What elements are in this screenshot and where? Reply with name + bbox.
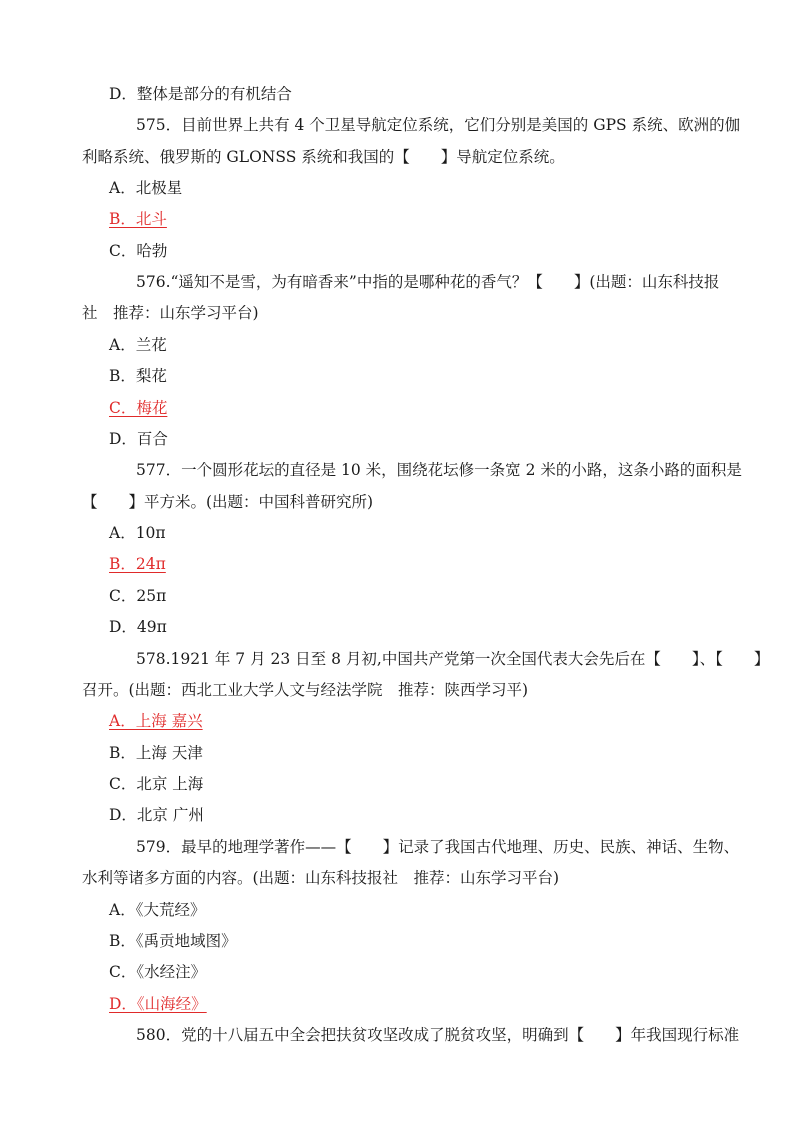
question-578: 578.1921 年 7 月 23 日至 8 月初,中国共产党第一次全国代表大会先后在【 】、【 】: [136, 650, 770, 668]
option-line: B．《禹贡地域图》: [109, 932, 237, 950]
question-576-cont: 社 推荐：山东学习平台): [82, 304, 259, 322]
option-line: B．梨花: [109, 367, 167, 385]
option-line: B．上海 天津: [109, 744, 203, 762]
option-line-correct: A．上海 嘉兴: [109, 712, 203, 730]
option-line: C．哈勃: [109, 242, 168, 260]
option-line: C．25π: [109, 587, 167, 605]
question-575: 575．目前世界上共有 4 个卫星导航定位系统，它们分别是美国的 GPS 系统、欧洲的伽: [136, 116, 741, 134]
question-575-cont: 利略系统、俄罗斯的 GLONSS 系统和我国的【 】导航定位系统。: [82, 148, 565, 166]
question-577: 577．一个圆形花坛的直径是 10 米，围绕花坛修一条宽 2 米的小路，这条小路的面积是: [136, 461, 742, 479]
question-579-cont: 水利等诸多方面的内容。(出题：山东科技报社 推荐：山东学习平台): [82, 869, 560, 887]
question-579: 579．最早的地理学著作——【 】记录了我国古代地理、历史、民族、神话、生物、: [136, 838, 740, 856]
option-line: D．百合: [109, 430, 168, 448]
option-line: A．兰花: [109, 336, 167, 354]
option-line: C．北京 上海: [109, 775, 204, 793]
question-577-cont: 【 】平方米。(出题：中国科普研究所): [82, 493, 374, 511]
option-line: D．北京 广州: [109, 806, 204, 824]
option-line-correct: D．《山海经》: [109, 995, 207, 1013]
question-576: 576.“遥知不是雪，为有暗香来”中指的是哪种花的香气？【 】(出题：山东科技报: [136, 273, 720, 291]
option-line: A．北极星: [109, 179, 183, 197]
option-line-correct: B．北斗: [109, 210, 167, 228]
question-578-cont: 召开。(出题：西北工业大学人文与经法学院 推荐：陕西学习平): [82, 681, 529, 699]
option-line-correct: B．24π: [109, 555, 166, 573]
option-line-correct: C．梅花: [109, 399, 168, 417]
option-line: D．49π: [109, 618, 167, 636]
option-line: A．10π: [109, 524, 166, 542]
question-580: 580．党的十八届五中全会把扶贫攻坚改成了脱贫攻坚，明确到【 】年我国现行标准: [136, 1026, 740, 1044]
option-line: C．《水经注》: [109, 963, 207, 981]
option-line: A．《大荒经》: [109, 901, 206, 919]
option-line: D．整体是部分的有机结合: [109, 85, 292, 103]
